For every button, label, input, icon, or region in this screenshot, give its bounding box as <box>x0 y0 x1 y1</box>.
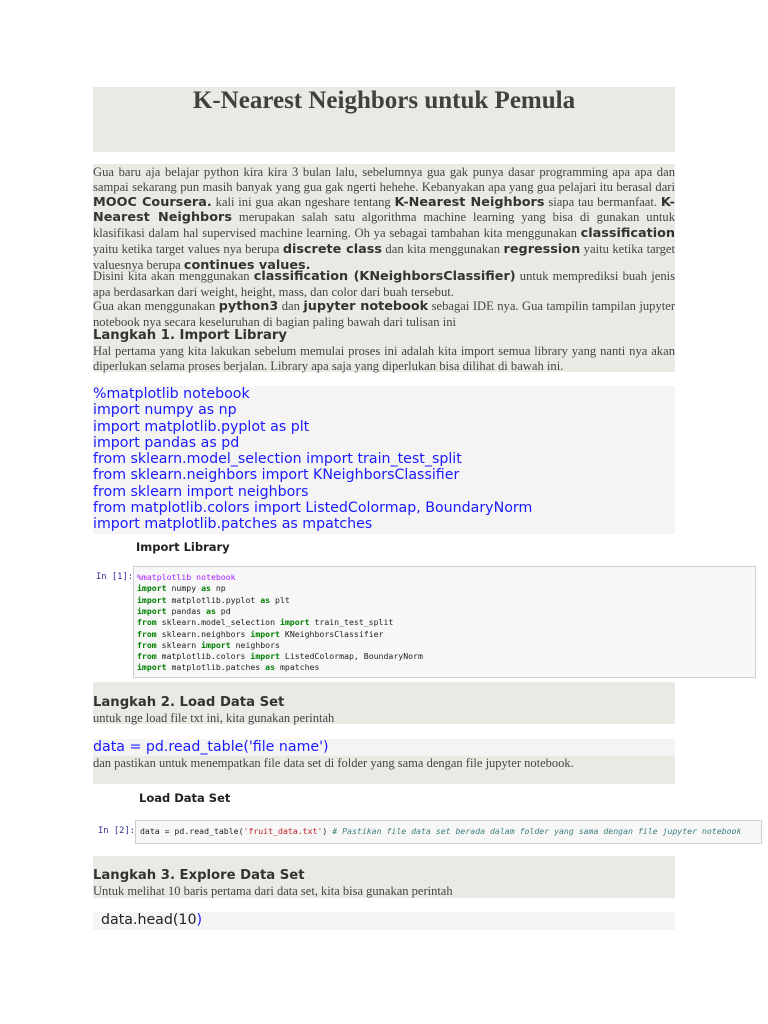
notebook-import-title: Import Library <box>136 540 230 554</box>
code-line: %matplotlib notebook <box>93 386 250 402</box>
code-line: from matplotlib.colors import ListedColormap, BoundaryNorm <box>93 500 533 516</box>
notebook-code-line: %matplotlib notebook <box>137 572 236 582</box>
code-line: import numpy as np <box>93 402 237 418</box>
step2-text: untuk nge load file txt ini, kita gunakan perintah <box>93 711 335 725</box>
notebook-code-line: from sklearn import neighbors <box>137 639 280 650</box>
code-line: import matplotlib.patches as mpatches <box>93 516 373 532</box>
step2-heading: Langkah 2. Load Data Set <box>93 695 285 710</box>
code-line: from sklearn.model_selection import train_test_split <box>93 451 462 467</box>
notebook-code-line: import numpy as np <box>137 583 226 594</box>
intro-paragraph-1: Gua baru aja belajar python kira kira 3 bulan lalu, sebelumnya gua gak punya dasar programming apa apa dan sampai sekarang pun masih banyak yang gua gak ngerti hehehe. Kebanyakan apa yang gua pelajari itu berasal dari MOOC Coursera. kali ini gua akan ngeshare tentang K-Nearest Neighbors siapa tau bermanfaat. K-Nearest Neighbors merupakan salah satu algorithma machine learning yang bisa di gunakan untuk klasifikasi dalam hal supervised machine learning. Oh ya sebagai tambahan kita menggunakan classification yaitu ketika target values nya berupa discrete class dan kita menggunakan regression yaitu ketika target valuesnya berupa continues values. <box>93 165 676 273</box>
notebook-load-code: data = pd.read_table('fruit_data.txt') # Pastikan file data set berada dalam folder yang sama dengan file jupyter notebook <box>140 826 742 836</box>
step1-text: Hal pertama yang kita lakukan sebelum memulai proses ini adalah kita import semua library yang nanti nya akan diperlukan selama proses berjalan. Library apa saja yang diperlukan bisa dilihat di bawah ini. <box>93 344 675 373</box>
notebook-code-line: import pandas as pd <box>137 605 231 616</box>
step1-heading: Langkah 1. Import Library <box>93 328 287 343</box>
step2-note: dan pastikan untuk menempatkan file data set di folder yang sama dengan file jupyter notebook. <box>93 756 574 770</box>
code-line: import matplotlib.pyplot as plt <box>93 419 310 435</box>
notebook-code-line: import matplotlib.pyplot as plt <box>137 594 290 605</box>
intro-paragraph-3: Gua akan menggunakan python3 dan jupyter notebook sebagai IDE nya. Gua tampilin tampilan jupyter notebook nya secara keseluruhan di bagian paling bawah dari tulisan ini <box>93 299 676 329</box>
notebook-prompt: In [1]: <box>96 572 134 582</box>
code-line: import pandas as pd <box>93 435 240 451</box>
notebook-code-line: from sklearn.neighbors import KNeighborsClassifier <box>137 628 384 639</box>
step3-heading: Langkah 3. Explore Data Set <box>93 868 305 883</box>
notebook-load-title: Load Data Set <box>139 791 231 805</box>
notebook-code-line: from sklearn.model_selection import train_test_split <box>137 617 394 628</box>
code-line: from sklearn import neighbors <box>93 484 309 500</box>
code-line: data.head(10) <box>101 912 203 928</box>
notebook-code-line: import matplotlib.patches as mpatches <box>137 662 320 673</box>
intro-paragraph-2: Disini kita akan menggunakan classification (KNeighborsClassifier) untuk memprediksi buah jenis apa berdasarkan dari weight, height, mass, dan color dari buah tersebut. <box>93 269 676 299</box>
notebook-prompt: In [2]: <box>98 826 136 836</box>
step3-text: Untuk melihat 10 baris pertama dari data set, kita bisa gunakan perintah <box>93 884 453 898</box>
code-line: data = pd.read_table('file name') <box>93 739 329 755</box>
notebook-code-line: from matplotlib.colors import ListedColormap, BoundaryNorm <box>137 651 423 662</box>
code-line: from sklearn.neighbors import KNeighborsClassifier <box>93 467 460 483</box>
mooc-coursera-text: MOOC Coursera. <box>93 194 212 210</box>
page-title: K-Nearest Neighbors untuk Pemula <box>192 87 576 114</box>
